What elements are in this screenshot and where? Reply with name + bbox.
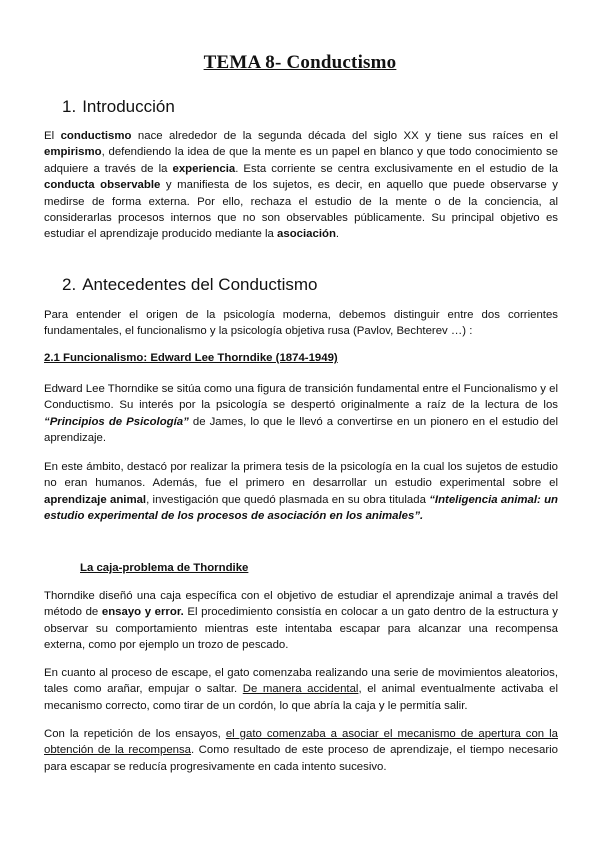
section-heading-antecedentes (62, 275, 318, 295)
text: . Esta corriente se centra exclusivamente en el estudio de la (235, 162, 558, 175)
antecedentes-paragraph: Para entender el origen de la psicología moderna, debemos distinguir entre dos corrientes fundamentales, el funcionalismo y la psicología objetiva rusa (Pavlov, Bechterev …) : (44, 309, 558, 338)
section-number: 1. (62, 97, 77, 116)
book-title: “Principios de Psicología” (44, 415, 189, 428)
text: En este ámbito, destacó por realizar la primera tesis de la psicología en la cual los sujetos de estudio no eran humanos. Además, fue el primero en desarrollar un estudio experimental sobre el (44, 461, 558, 490)
subsection-heading: 2.1 Funcionalismo: Edward Lee Thorndike (1874-1949) (44, 352, 338, 364)
section-title: Introducción (82, 97, 175, 116)
text: de James, lo que le llevó a convertirse en un pionero en el estudio del aprendizaje. (44, 415, 558, 445)
book-title: “Inteligencia animal: un estudio experimental de los procesos de asociación en los animales”. (44, 493, 559, 523)
text: El (44, 130, 61, 142)
section-title: Antecedentes del Conductismo (82, 275, 318, 294)
bold-term: empirismo (44, 146, 102, 159)
text: y manifiesta de los sujetos, es decir, en aquello que puede observarse y medirse de forma externa. Por ello, rechaza el estudio de la mente o de la conciencia, al considerarlas procesos internos que no son observables públicamente. Su principal objetivo es estudiar el aprendizaje producido mediante la (44, 179, 558, 241)
bold-term: ensayo y error. (101, 606, 184, 619)
thorndike-paragraph-2 (44, 459, 558, 525)
text: . Como resultado de este proceso de aprendizaje, el tiempo necesario para escapar se reducía progresivamente en cada intento sucesivo. (44, 744, 558, 773)
text: Edward Lee Thorndike se sitúa como una figura de transición fundamental entre el Funcionalismo y el Conductismo. Su interés por la psicología se despertó originalmente a raíz de la lectura de los (44, 383, 558, 412)
text: , el animal eventualmente activaba el mecanismo correcto, como tirar de un cordón, lo que abría la caja y le permitía salir. (44, 683, 558, 712)
text: En cuanto al proceso de escape, el gato comenzaba realizando una serie de movimientos aleatorios, tales como arañar, empujar o saltar. (44, 667, 558, 696)
caja-paragraph-1 (44, 588, 558, 654)
section-heading-introduccion (62, 97, 175, 117)
bold-term: aprendizaje animal (44, 493, 147, 506)
text: Thorndike diseñó una caja específica con el objetivo de estudiar el aprendizaje animal a través del método de (44, 590, 558, 619)
caja-problema-heading: La caja-problema de Thorndike (80, 562, 249, 574)
underlined-text: De manera accidental (242, 683, 359, 696)
document-title: TEMA 8- Conductismo (203, 52, 397, 73)
text: . (335, 228, 340, 241)
section-number: 2. (62, 275, 77, 294)
caja-paragraph-3 (44, 726, 558, 775)
text: , investigación que quedó plasmada en su obra titulada (146, 493, 430, 506)
intro-paragraph (44, 128, 558, 243)
caja-paragraph-2 (44, 665, 558, 714)
text: El procedimiento consistía en colocar a un gato dentro de la estructura y observar su comportamiento mientras este intentaba escapar para alcanzar una recompensa externa, como por ejemplo un trozo de pescado. (44, 606, 558, 652)
thorndike-paragraph-1 (44, 381, 558, 447)
text: Con la repetición de los ensayos, (44, 728, 226, 740)
text: , defendiendo la idea de que la mente es un papel en blanco y que todo conocimiento se adquiere a través de la (44, 146, 558, 175)
bold-term: conductismo (60, 130, 132, 142)
underlined-text: el gato comenzaba a asociar el mecanismo de apertura con la obtención de la recompensa (44, 728, 558, 757)
bold-term: experiencia (172, 162, 236, 175)
bold-term: asociación (277, 228, 336, 241)
bold-term: conducta observable (44, 179, 161, 192)
text: nace alrededor de la segunda década del siglo XX y tiene sus raíces en el (131, 130, 559, 142)
